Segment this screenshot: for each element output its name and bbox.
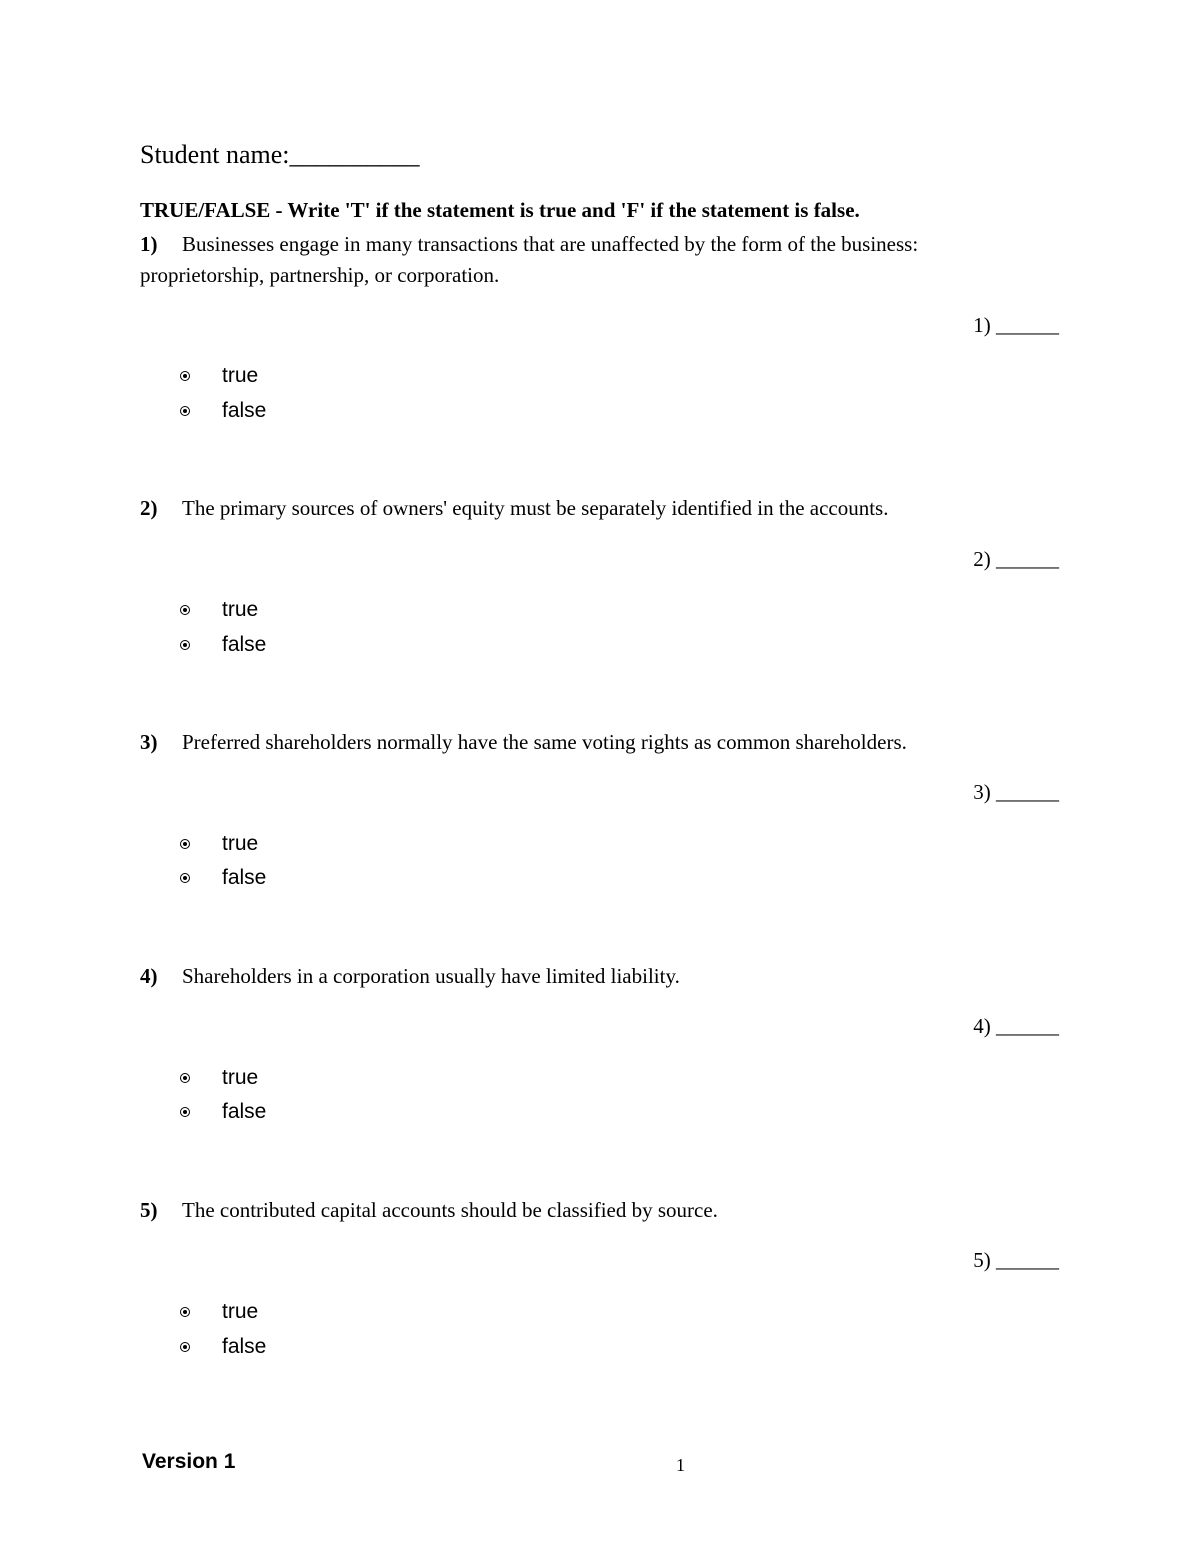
option-true-3[interactable] bbox=[180, 832, 258, 856]
option-true-4[interactable] bbox=[180, 1066, 258, 1090]
question-number: 1) bbox=[140, 232, 158, 256]
radio-icon[interactable] bbox=[180, 1107, 190, 1117]
radio-icon[interactable] bbox=[180, 1342, 190, 1352]
radio-icon[interactable] bbox=[180, 371, 190, 381]
option-label: true bbox=[222, 598, 259, 621]
option-true-2[interactable] bbox=[180, 598, 258, 622]
radio-icon[interactable] bbox=[180, 839, 190, 849]
option-false-2[interactable] bbox=[180, 633, 266, 657]
question-text: The contributed capital accounts should be classified by source. bbox=[182, 1198, 718, 1222]
question-number: 4) bbox=[140, 964, 158, 988]
question-text: Preferred shareholders normally have the same voting rights as common shareholders. bbox=[182, 730, 907, 754]
question-5 bbox=[140, 1195, 1040, 1226]
radio-icon[interactable] bbox=[180, 873, 190, 883]
question-text: Businesses engage in many transactions that are unaffected by the form of the business: proprietorship, partnership, or corporation. bbox=[140, 232, 919, 287]
radio-icon[interactable] bbox=[180, 406, 190, 416]
option-label: false bbox=[222, 633, 267, 656]
option-true-1[interactable] bbox=[180, 364, 258, 388]
question-3 bbox=[140, 727, 1040, 758]
student-name-line bbox=[140, 140, 419, 170]
question-1 bbox=[140, 229, 1040, 291]
instructions: TRUE/FALSE - Write 'T' if the statement is true and 'F' if the statement is false. bbox=[140, 198, 860, 222]
student-name-blank[interactable]: __________ bbox=[289, 140, 420, 169]
version-label: Version 1 bbox=[142, 1450, 236, 1473]
option-false-3[interactable] bbox=[180, 866, 266, 890]
answer-blank-3[interactable]: 3) ______ bbox=[973, 780, 1059, 804]
answer-blank-2[interactable]: 2) ______ bbox=[973, 547, 1059, 571]
page-number: 1 bbox=[676, 1455, 685, 1475]
answer-blank-4[interactable]: 4) ______ bbox=[973, 1014, 1059, 1038]
option-false-1[interactable] bbox=[180, 399, 266, 423]
question-text: Shareholders in a corporation usually have limited liability. bbox=[182, 964, 680, 988]
option-true-5[interactable] bbox=[180, 1300, 258, 1324]
radio-icon[interactable] bbox=[180, 1073, 190, 1083]
radio-icon[interactable] bbox=[180, 605, 190, 615]
question-2 bbox=[140, 493, 1040, 524]
student-name-label: Student name: bbox=[140, 140, 290, 169]
question-4 bbox=[140, 961, 1040, 992]
radio-icon[interactable] bbox=[180, 1307, 190, 1317]
option-false-4[interactable] bbox=[180, 1100, 266, 1124]
answer-blank-5[interactable]: 5) ______ bbox=[973, 1248, 1059, 1272]
option-false-5[interactable] bbox=[180, 1335, 266, 1359]
question-number: 5) bbox=[140, 1198, 158, 1222]
question-text: The primary sources of owners' equity must be separately identified in the accounts. bbox=[182, 496, 889, 520]
radio-icon[interactable] bbox=[180, 640, 190, 650]
option-label: true bbox=[222, 1300, 259, 1323]
question-number: 2) bbox=[140, 496, 158, 520]
option-label: true bbox=[222, 832, 259, 855]
option-label: false bbox=[222, 1100, 267, 1123]
option-label: false bbox=[222, 1335, 267, 1358]
question-number: 3) bbox=[140, 730, 158, 754]
option-label: false bbox=[222, 866, 267, 889]
option-label: false bbox=[222, 399, 267, 422]
option-label: true bbox=[222, 1066, 259, 1089]
answer-blank-1[interactable]: 1) ______ bbox=[973, 313, 1059, 337]
option-label: true bbox=[222, 364, 259, 387]
